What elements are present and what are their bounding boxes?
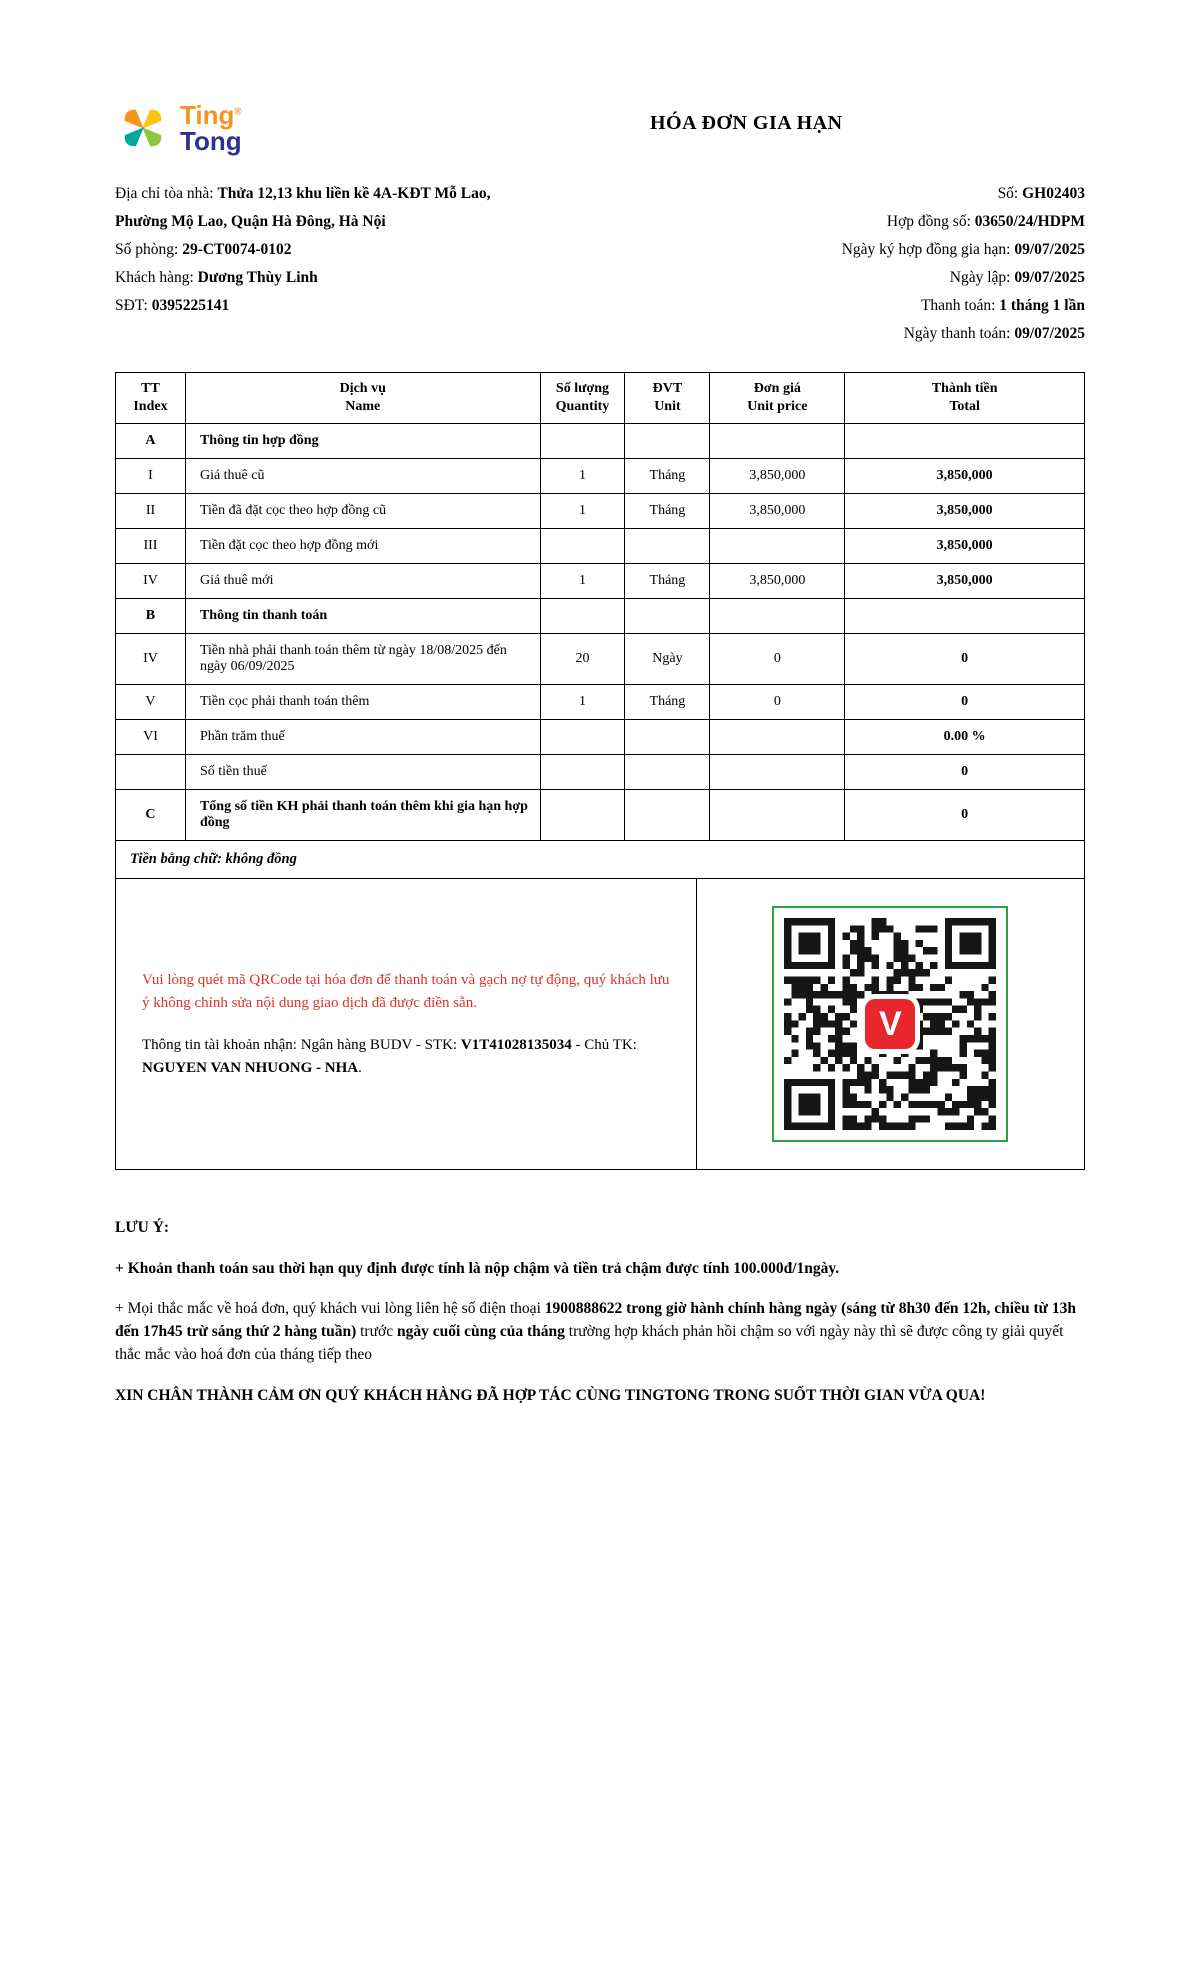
col-header-name: Dịch vụ Name	[185, 373, 540, 424]
info-right	[615, 180, 1085, 348]
cell-name: Tiền đặt cọc theo hợp đồng mới	[185, 529, 540, 564]
bank-account-info: Thông tin tài khoản nhận: Ngân hàng BUDV - STK: V1T41028135034 - Chủ TK: NGUYEN VAN NHUONG - NHA.	[142, 1037, 637, 1076]
cell-name: Phần trăm thuế	[185, 720, 540, 755]
table-row	[116, 634, 1085, 685]
cell-quantity	[540, 424, 625, 459]
cell-index: I	[116, 459, 186, 494]
qr-payment-note: Vui lòng quét mã QRCode tại hóa đơn để thanh toán và gạch nợ tự động, quý khách lưu ý không chỉnh sửa nội dung giao dịch đã được điền sẵn.	[142, 972, 670, 1011]
cell-unit-price	[710, 599, 845, 634]
table-row	[116, 790, 1085, 841]
cell-quantity: 1	[540, 459, 625, 494]
cell-quantity	[540, 790, 625, 841]
tingtong-logo	[115, 100, 1085, 156]
cell-name: Giá thuê mới	[185, 564, 540, 599]
cell-index: A	[116, 424, 186, 459]
cell-total: 3,850,000	[845, 494, 1085, 529]
cell-name: Tiền nhà phải thanh toán thêm từ ngày 18/08/2025 đến ngày 06/09/2025	[185, 634, 540, 685]
logo-word-tong: Tong	[180, 126, 242, 156]
cell-unit	[625, 529, 710, 564]
cell-index: V	[116, 685, 186, 720]
cell-quantity: 1	[540, 494, 625, 529]
cell-total: 0.00 %	[845, 720, 1085, 755]
thank-you-message: XIN CHÂN THÀNH CẢM ƠN QUÝ KHÁCH HÀNG ĐÃ HỢP TÁC CÙNG TINGTONG TRONG SUỐT THỜI GIAN VỪA QUA!	[115, 1386, 986, 1404]
cell-unit-price	[710, 790, 845, 841]
cell-total: 3,850,000	[845, 459, 1085, 494]
col-header-index: TT Index	[116, 373, 186, 424]
table-row	[116, 599, 1085, 634]
cell-unit	[625, 755, 710, 790]
payment-date: Ngày thanh toán: 09/07/2025	[903, 325, 1085, 342]
amount-in-words: Tiền bằng chữ: không đồng	[115, 841, 1085, 879]
table-row	[116, 424, 1085, 459]
cell-index: C	[116, 790, 186, 841]
cell-quantity	[540, 720, 625, 755]
cell-unit-price: 0	[710, 634, 845, 685]
issue-date: Ngày lập: 09/07/2025	[949, 269, 1085, 286]
cell-index: IV	[116, 634, 186, 685]
cell-name: Thông tin thanh toán	[185, 599, 540, 634]
cell-unit: Tháng	[625, 685, 710, 720]
table-row	[116, 685, 1085, 720]
cell-unit	[625, 720, 710, 755]
tingtong-logo-icon	[115, 100, 171, 156]
col-header-total: Thành tiền Total	[845, 373, 1085, 424]
cell-total: 0	[845, 755, 1085, 790]
payment-cycle: Thanh toán: 1 tháng 1 lần	[920, 297, 1085, 314]
table-row	[116, 529, 1085, 564]
cell-total: 0	[845, 634, 1085, 685]
note-late-fee: + Khoản thanh toán sau thời hạn quy định được tính là nộp chậm và tiền trả chậm được tính 100.000đ/1ngày.	[115, 1259, 840, 1277]
cell-total: 3,850,000	[845, 529, 1085, 564]
cell-unit	[625, 790, 710, 841]
cell-unit	[625, 599, 710, 634]
cell-total: 3,850,000	[845, 564, 1085, 599]
cell-total: 0	[845, 685, 1085, 720]
cell-unit-price	[710, 529, 845, 564]
qr-code-area	[697, 879, 1084, 1169]
qr-code-frame	[772, 906, 1008, 1142]
cell-unit: Tháng	[625, 459, 710, 494]
building-address: Địa chỉ tòa nhà: Thửa 12,13 khu liền kề 4A-KĐT Mỗ Lao, Phường Mộ Lao, Quận Hà Đông, Hà Nội	[115, 185, 491, 230]
renewal-sign-date: Ngày ký hợp đồng gia hạn: 09/07/2025	[841, 241, 1085, 258]
cell-total: 0	[845, 790, 1085, 841]
invoice-table-body	[116, 424, 1085, 841]
cell-unit: Tháng	[625, 564, 710, 599]
info-left	[115, 180, 545, 348]
invoice-info	[115, 180, 1085, 348]
cell-unit-price: 3,850,000	[710, 459, 845, 494]
cell-name: Thông tin hợp đồng	[185, 424, 540, 459]
vnpay-logo-icon: V	[865, 999, 915, 1049]
cell-name: Số tiền thuế	[185, 755, 540, 790]
notes-heading: LƯU Ý:	[115, 1219, 170, 1237]
payment-instructions	[116, 879, 697, 1169]
customer-name: Khách hàng: Dương Thùy Linh	[115, 269, 318, 286]
cell-quantity: 20	[540, 634, 625, 685]
cell-unit-price: 3,850,000	[710, 564, 845, 599]
cell-unit-price	[710, 720, 845, 755]
col-header-quantity: Số lượng Quantity	[540, 373, 625, 424]
cell-unit-price: 3,850,000	[710, 494, 845, 529]
cell-quantity	[540, 755, 625, 790]
cell-total	[845, 599, 1085, 634]
contract-number: Hợp đồng số: 03650/24/HDPM	[886, 213, 1085, 230]
cell-name: Tiền đã đặt cọc theo hợp đồng cũ	[185, 494, 540, 529]
cell-name: Tổng số tiền KH phải thanh toán thêm khi gia hạn hợp đồng	[185, 790, 540, 841]
cell-unit	[625, 424, 710, 459]
cell-name: Giá thuê cũ	[185, 459, 540, 494]
customer-phone: SĐT: 0395225141	[115, 297, 230, 314]
cell-index: II	[116, 494, 186, 529]
cell-unit: Tháng	[625, 494, 710, 529]
cell-quantity	[540, 599, 625, 634]
notes-section	[115, 1216, 1085, 1407]
cell-quantity: 1	[540, 685, 625, 720]
cell-total	[845, 424, 1085, 459]
note-contact: + Mọi thắc mắc về hoá đơn, quý khách vui lòng liên hệ số điện thoại 1900888622 trong giờ hành chính hàng ngày (sáng từ 8h30 đến 12h, chiều từ 13h đến 17h45 trừ sáng thứ 2 hàng tuần) trước ngày cuối cùng của tháng trường hợp khách phản hồi chậm so với ngày này thì sẽ được công ty giải quyết thắc mắc vào hoá đơn của tháng tiếp theo	[115, 1299, 1076, 1364]
tingtong-logo-text	[180, 102, 242, 154]
cell-quantity: 1	[540, 564, 625, 599]
payment-section	[115, 879, 1085, 1170]
registered-mark: ®	[234, 106, 242, 118]
invoice-table-header	[116, 373, 1085, 424]
cell-unit-price	[710, 424, 845, 459]
table-row	[116, 564, 1085, 599]
invoice-number: Số: GH02403	[997, 185, 1085, 202]
header	[115, 100, 1085, 156]
cell-quantity	[540, 529, 625, 564]
table-row	[116, 494, 1085, 529]
table-row	[116, 459, 1085, 494]
invoice-title: HÓA ĐƠN GIA HẠN	[650, 112, 843, 134]
col-header-unit: ĐVT Unit	[625, 373, 710, 424]
invoice-table	[115, 372, 1085, 841]
cell-index: III	[116, 529, 186, 564]
cell-unit: Ngày	[625, 634, 710, 685]
table-row	[116, 720, 1085, 755]
cell-unit-price: 0	[710, 685, 845, 720]
cell-index	[116, 755, 186, 790]
logo-word-ting: Ting	[180, 100, 235, 130]
col-header-unit-price: Đơn giá Unit price	[710, 373, 845, 424]
room-number: Số phòng: 29-CT0074-0102	[115, 241, 292, 258]
cell-unit-price	[710, 755, 845, 790]
table-row	[116, 755, 1085, 790]
cell-index: IV	[116, 564, 186, 599]
cell-index: VI	[116, 720, 186, 755]
cell-index: B	[116, 599, 186, 634]
cell-name: Tiền cọc phải thanh toán thêm	[185, 685, 540, 720]
